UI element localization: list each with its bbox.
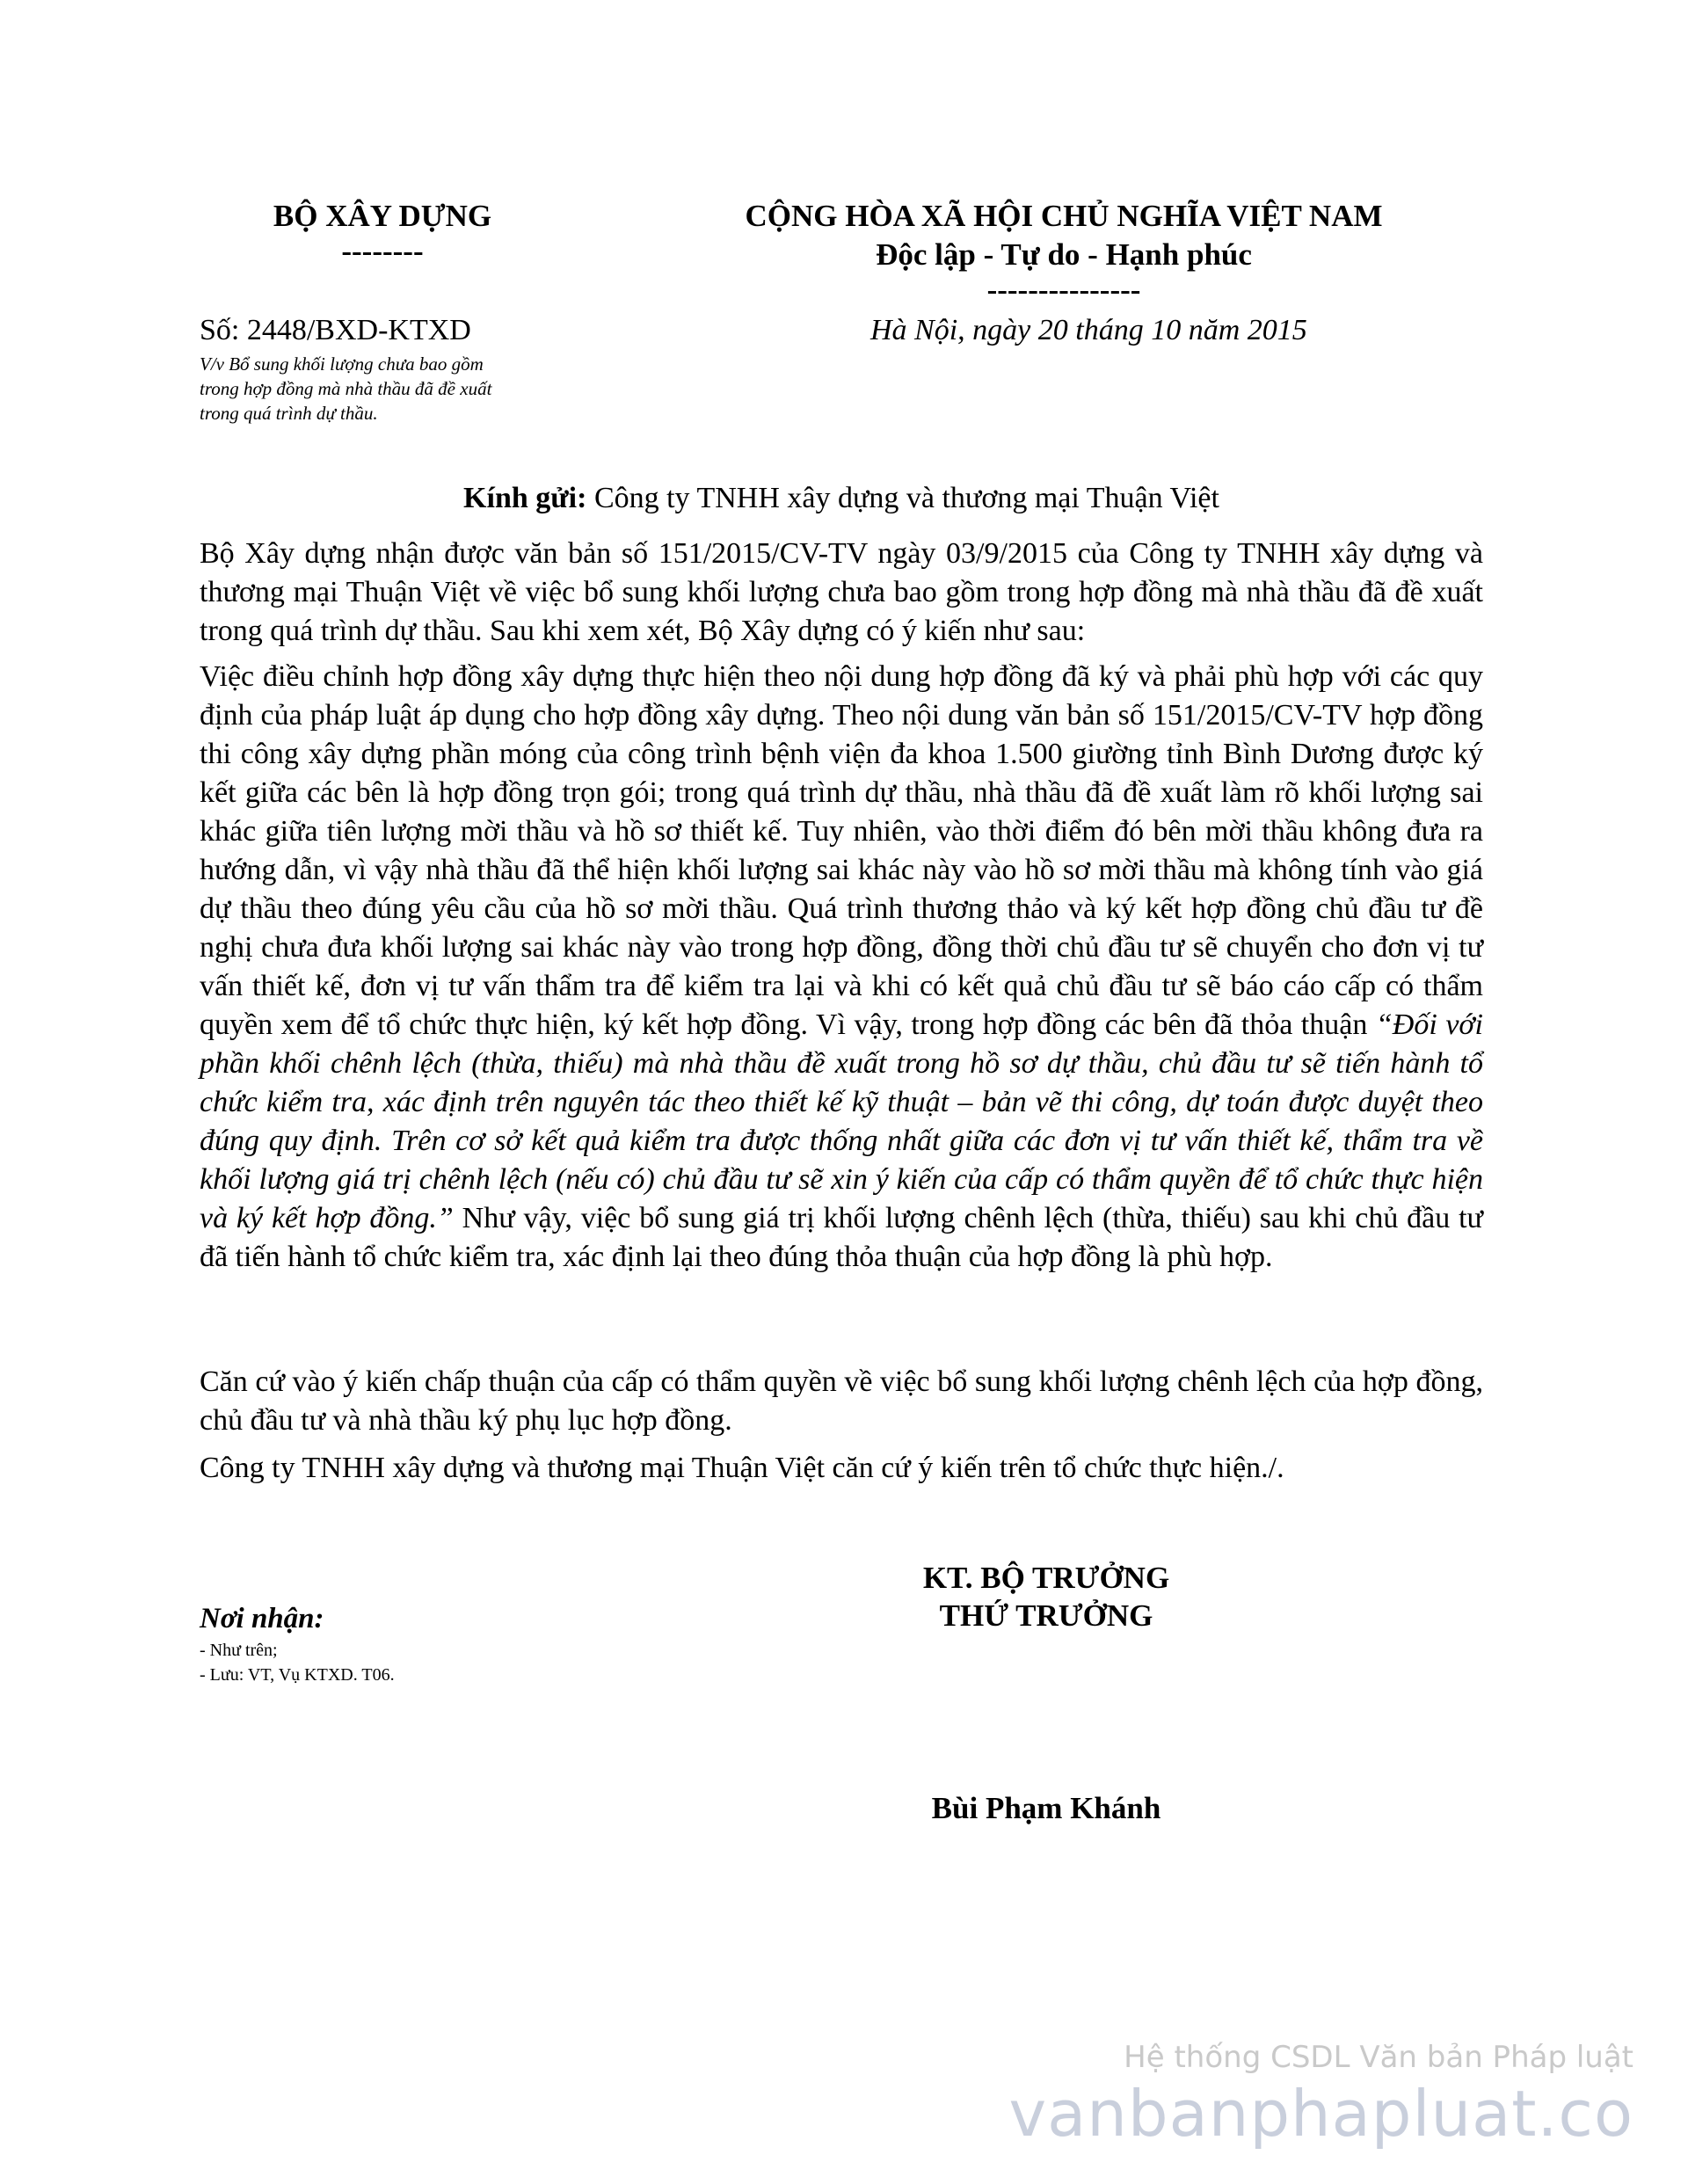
subject-line: V/v Bổ sung khối lượng chưa bao gồm (200, 353, 484, 375)
recipients-list (200, 1638, 395, 1687)
paragraph-4: Công ty TNHH xây dựng và thương mại Thuận Việt căn cứ ý kiến trên tổ chức thực hiện./. (200, 1452, 1284, 1484)
paragraph-3: Căn cứ vào ý kiến chấp thuận của cấp có thẩm quyền về việc bổ sung khối lượng chênh lệch của hợp đồng, chủ đầu tư và nhà thầu ký phụ lục hợp đồng. (200, 1365, 1483, 1437)
motto: Độc lập - Tự do - Hạnh phúc (876, 237, 1252, 272)
subject-line: trong hợp đồng mà nhà thầu đã đề xuất (200, 378, 492, 399)
watermark-line-1: Hệ thống CSDL Văn bản Pháp luật (1124, 2040, 1633, 2075)
paragraph-2-text: Việc điều chỉnh hợp đồng xây dựng thực hiện theo nội dung hợp đồng đã ký và phải phù hợp với các quy định của pháp luật áp dụng cho hợp đồng xây dựng. Theo nội dung văn bản số 151/2015/CV-TV hợp đồng thi công xây dựng phần móng của công trình bệnh viện đa khoa 1.500 giường tỉnh Bình Dương được ký kết giữa các bên là hợp đồng trọn gói; trong quá trình dự thầu, nhà thầu đã đề xuất làm rõ khối lượng sai khác giữa tiên lượng mời thầu và hồ sơ thiết kế. Tuy nhiên, vào thời điểm đó bên mời thầu không đưa ra hướng dẫn, vì vậy nhà thầu đã thể hiện khối lượng sai khác này vào hồ sơ mời thầu mà không tính vào giá dự thầu theo đúng yêu cầu của hồ sơ mời thầu. Quá trình thương thảo và ký kết hợp đồng chủ đầu tư đề nghị chưa đưa khối lượng sai khác này vào trong hợp đồng, đồng thời chủ đầu tư sẽ chuyển cho đơn vị tư vấn thiết kế, đơn vị tư vấn thẩm tra để kiểm tra lại và khi có kết quả chủ đầu tư sẽ báo cáo cấp có thẩm quyền xem để tổ chức thực hiện, ký kết hợp đồng. Vì vậy, trong hợp đồng các bên đã thỏa thuận (200, 660, 1483, 1041)
signature-title: KT. BỘ TRƯỞNG (922, 1561, 1170, 1595)
recipient-item: - Như trên; (200, 1641, 278, 1660)
recipient-item: - Lưu: VT, Vụ KTXD. T06. (200, 1665, 395, 1685)
watermark-line-2: vanbanphapluat.co (1008, 2077, 1633, 2151)
signer-name: Bùi Phạm Khánh (931, 1791, 1161, 1825)
quoted-clause: “Đối với phần khối chênh lệch (thừa, thiếu) mà nhà thầu đề xuất trong hồ sơ dự thầu, chủ đầu tư sẽ tiến hành tổ chức kiểm tra, xác định trên nguyên tác theo thiết kế kỹ thuật – bản vẽ thi công, dự toán được duyệt theo đúng quy định. Trên cơ sở kết quả kiểm tra được thống nhất giữa các đơn vị tư vấn thiết kế, thẩm tra về khối lượng giá trị chênh lệch (nếu có) chủ đầu tư sẽ xin ý kiến của cấp có thẩm quyền để tổ chức thực hiện và ký kết hợp đồng.” (200, 1008, 1484, 1234)
country-name: CỘNG HÒA XÃ HỘI CHỦ NGHĨA VIỆT NAM (745, 199, 1383, 233)
paragraph-2-conclusion: Như vậy, việc bổ sung giá trị khối lượng chênh lệch (thừa, thiếu) sau khi chủ đầu tư đã tiến hành tổ chức kiểm tra, xác định lại theo đúng thỏa thuận của hợp đồng là phù hợp. (200, 1202, 1483, 1273)
signature-subtitle: THỨ TRƯỞNG (939, 1598, 1153, 1633)
motto-rule: --------------- (986, 273, 1141, 307)
recipient-label: Kính gửi: (463, 482, 587, 514)
document-number: Số: 2448/BXD-KTXD (200, 314, 471, 346)
ministry-name: BỘ XÂY DỰNG (273, 199, 492, 233)
recipient-name: Công ty TNHH xây dựng và thương mại Thuận Việt (593, 482, 1219, 514)
paragraph-1: Bộ Xây dựng nhận được văn bản số 151/2015/CV-TV ngày 03/9/2015 của Công ty TNHH xây dựng và thương mại Thuận Việt về việc bổ sung khối lượng chưa bao gồm trong hợp đồng mà nhà thầu đã đề xuất trong quá trình dự thầu. Sau khi xem xét, Bộ Xây dựng có ý kiến như sau: (200, 537, 1483, 647)
recipients-title: Nơi nhận: (200, 1603, 324, 1634)
paragraph-2 (200, 658, 1483, 1277)
subject (200, 352, 578, 426)
subject-line: trong quá trình dự thầu. (200, 403, 378, 424)
recipient-line (200, 482, 1483, 515)
ministry-rule: -------- (341, 234, 424, 268)
place-date: Hà Nội, ngày 20 tháng 10 năm 2015 (870, 314, 1307, 346)
